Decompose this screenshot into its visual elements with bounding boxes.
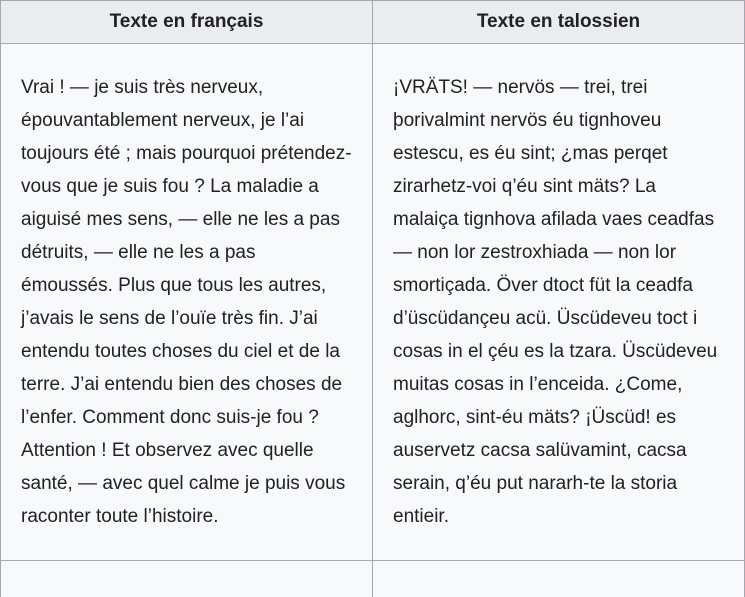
french-text-cell bbox=[1, 44, 373, 561]
column-header-talossan: Texte en talossien bbox=[373, 1, 745, 44]
talossan-text-cell bbox=[373, 44, 745, 561]
table-row bbox=[1, 44, 745, 561]
column-header-french: Texte en français bbox=[1, 1, 373, 44]
next-row-cell-left bbox=[1, 561, 373, 597]
next-row-cell-right bbox=[373, 561, 745, 597]
french-paragraph: Vrai ! — je suis très nerveux, épouvantablement nerveux, je l’ai toujours été ; mais pourquoi prétendez-vous que je suis fou ? La maladie a aiguisé mes sens, — elle ne les a pas détruits, — elle ne les a pas émoussés. Plus que tous les autres, j’avais le sens de l’ouïe très fin. J’ai entendu toutes choses du ciel et de la terre. J’ai entendu bien des choses de l’enfer. Comment donc suis-je fou ? Attention ! Et observez avec quelle santé, — avec quel calme je puis vous raconter toute l’histoire. bbox=[21, 77, 352, 527]
next-row-partial bbox=[1, 561, 745, 597]
talossan-paragraph: ¡VRÄTS! — nervös — trei, trei þorivalmint nervös éu tignhoveu estescu, es éu sint; ¿mas perqet zirarhetz-voi q’éu sint mäts? La malaiça tignhova afilada vaes ceadfas — non lor zestroxhiada — non lor smortiçada. Över dtoct füt la ceadfa d’üscüdançeu acü. Üscüdeveu toct i cosas in el çéu es la tzara. Üscüdeveu muitas cosas in l’enceida. ¿Come, aglhorc, sint-éu mäts? ¡Üscüd! es auservetz cacsa salüvamint, cacsa serain, q’éu put nararh-te la storia entieir. bbox=[393, 77, 718, 527]
header-row bbox=[1, 1, 745, 44]
